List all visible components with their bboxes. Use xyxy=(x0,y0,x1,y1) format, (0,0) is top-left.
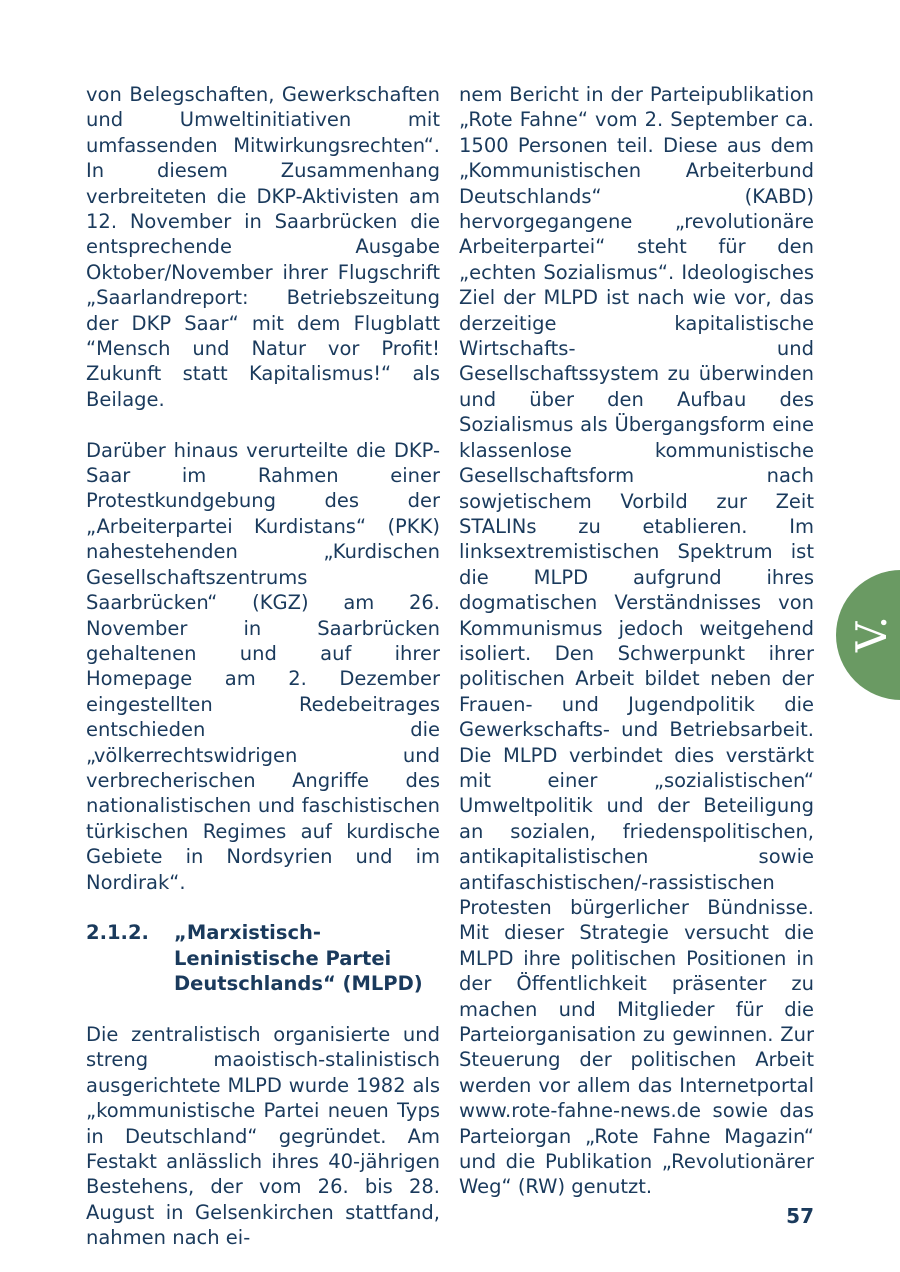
section-number: 2.1.2. xyxy=(86,921,149,945)
paragraph: Darüber hinaus verurteilte die DKP-Saar im Rahmen einer Protestkundgebung des der „Arbeiterpartei Kurdistans“ (PKK) nahestehenden „Kurdischen Gesellschaftszentrums Saarbrücken“ (KGZ) am 26. November in Saarbrücken gehaltenen und auf ihrer Homepage am 2. Dezember eingestellten Redebeitrages entschieden die „völkerrechtswidrigen und verbrecherischen Angriffe des nationalistischen und faschistischen türkischen Regimes auf kurdische Gebiete in Nordsyrien und im Nordirak“. xyxy=(86,438,440,894)
paragraph: von Belegschaften, Gewerkschaften und Umweltinitiativen mit umfassenden Mitwirkungsrechten“. In diesem Zusammenhang verbreiteten die DKP-Aktivisten am 12. November in Saarbrücken die entsprechende Ausgabe Oktober/November ihrer Flugschrift „Saarlandreport: Betriebszeitung der DKP Saar“ mit dem Flugblatt “Mensch und Natur vor Profit! Zukunft statt Kapitalismus!“ als Beilage. xyxy=(86,83,440,411)
paragraph: Die zentralistisch organisierte und streng maoistisch-stalinistisch ausgerichtete MLPD wurde 1982 als „kommunistische Partei neuen Typs in Deutschland“ gegründet. Am Festakt anlässlich ihres 40-jährigen Bestehens, der vom 26. bis 28. August in Gelsenkirchen stattfand, nahmen nach ei- xyxy=(86,1022,440,1250)
section-heading xyxy=(86,920,440,996)
page-number: 57 xyxy=(786,1204,814,1228)
right-column xyxy=(459,82,814,1200)
chapter-label: V. xyxy=(847,615,896,653)
section-title: „Marxistisch-Leninistische Partei Deutschlands“ (MLPD) xyxy=(174,921,423,996)
chapter-tab xyxy=(836,570,900,700)
left-column xyxy=(86,82,440,1251)
paragraph: nem Bericht in der Parteipublikation „Rote Fahne“ vom 2. September ca. 1500 Personen teil. Diese aus dem „Kommunistischen Arbeiterbund Deutschlands“ (KABD) hervorgegangene „revolutionäre Arbeiterpartei“ steht für den „echten Sozialismus“. Ideologisches Ziel der MLPD ist nach wie vor, das derzeitige kapitalistische Wirtschafts- und Gesellschaftssystem zu überwinden und über den Aufbau des Sozialismus als Übergangsform eine klassenlose kommunistische Gesellschaftsform nach sowjetischem Vorbild zur Zeit STALINs zu etablieren. Im linksextremistischen Spektrum ist die MLPD aufgrund ihres dogmatischen Verständnisses von Kommunismus jedoch weitgehend isoliert. Den Schwerpunkt ihrer politischen Arbeit bildet neben der Frauen- und Jugendpolitik die Gewerkschafts- und Betriebsarbeit. Die MLPD verbindet dies verstärkt mit einer „sozialistischen“ Umweltpolitik und der Beteiligung an sozialen, friedenspolitischen, antikapitalistischen sowie antifaschistischen/-rassistischen Protesten bürgerlicher Bündnisse. Mit dieser Strategie versucht die MLPD ihre politischen Positionen in der Öffentlichkeit präsenter zu machen und Mitglieder für die Parteiorganisation zu gewinnen. Zur Steuerung der politischen Arbeit werden vor allem das Internetportal www.rote-fahne-news.de sowie das Parteiorgan „Rote Fahne Magazin“ und die Publikation „Revolutionärer Weg“ (RW) genutzt. xyxy=(459,83,814,1199)
